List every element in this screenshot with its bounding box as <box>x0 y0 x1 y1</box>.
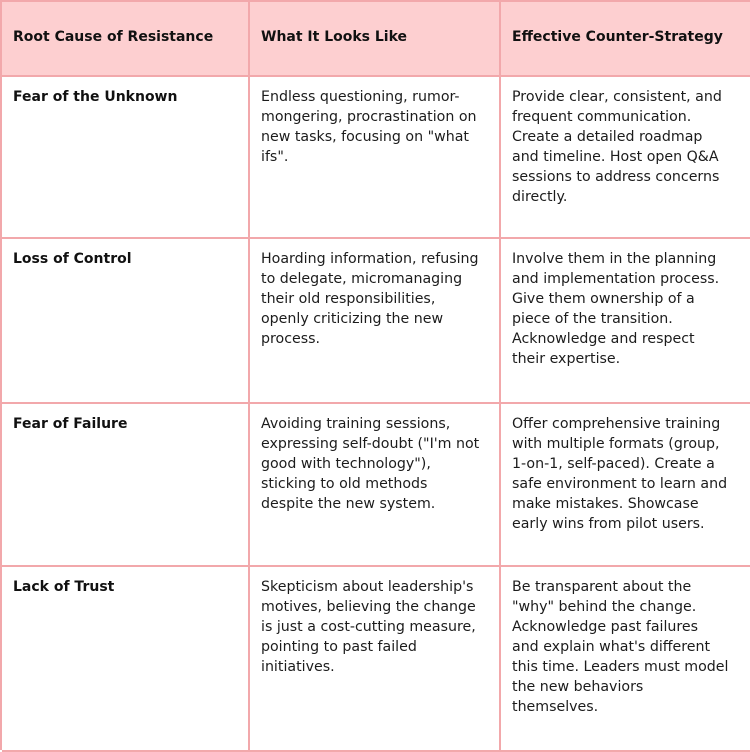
row-4-cause: Lack of Trust <box>2 567 250 752</box>
row-3-strategy: Offer comprehensive training with multiple formats (group, 1-on-1, self-paced). Create a safe environment to learn and make mistakes. Showcase early wins from pilot users. <box>501 404 750 567</box>
row-1-strategy: Provide clear, consistent, and frequent communication. Create a detailed roadmap and timeline. Host open Q&A sessions to address concerns directly. <box>501 77 750 239</box>
header-what-it-looks-like: What It Looks Like <box>250 2 501 77</box>
header-root-cause: Root Cause of Resistance <box>2 2 250 77</box>
row-2-cause: Loss of Control <box>2 239 250 404</box>
row-3-cause: Fear of Failure <box>2 404 250 567</box>
row-1-looks-like: Endless questioning, rumor- mongering, procrastination on new tasks, focusing on "what ifs". <box>250 77 501 239</box>
header-counter-strategy: Effective Counter-Strategy <box>501 2 750 77</box>
row-4-looks-like: Skepticism about leadership's motives, believing the change is just a cost-cutting measure, pointing to past failed initiatives. <box>250 567 501 752</box>
row-1-cause: Fear of the Unknown <box>2 77 250 239</box>
row-2-looks-like: Hoarding information, refusing to delegate, micromanaging their old responsibilities, openly criticizing the new process. <box>250 239 501 404</box>
row-2-strategy: Involve them in the planning and implementation process. Give them ownership of a piece of the transition. Acknowledge and respect their expertise. <box>501 239 750 404</box>
row-4-strategy: Be transparent about the "why" behind the change. Acknowledge past failures and explain what's different this time. Leaders must model the new behaviors themselves. <box>501 567 750 752</box>
row-3-looks-like: Avoiding training sessions, expressing self-doubt ("I'm not good with technology"), sticking to old methods despite the new system. <box>250 404 501 567</box>
